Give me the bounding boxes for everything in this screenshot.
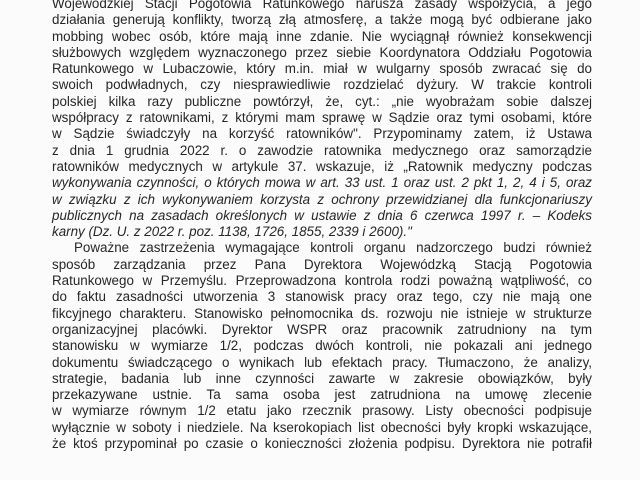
text-line: Poważne zastrzeżenia wymagające kontroli organu nadzorczego budzi również (74, 240, 592, 256)
text-line: ratowników medycznych w artykule 37. wskazuje, iż „Ratownik medyczny podczas (52, 158, 592, 174)
text-line: przekazywane ustnie. Ta sama osoba jest zatrudniona na umowę zlecenie (52, 387, 592, 403)
text-line: organizacyjnej placówki. Dyrektor WSPR oraz pracownik zatrudniony na tym (52, 321, 592, 337)
text-line: mobbing wobec osób, które mają inne zdanie. Nie wyciągnął również konsekwencji (52, 28, 592, 44)
document-body (52, 0, 592, 452)
text-line: Ratunkowego w Przemyślu. Przeprowadzona kontrola rodzi poważną wątpliwość, co (52, 273, 592, 289)
text-line: Ratunkowego w Lubaczowie, który m.in. miał w wulgarny sposób zwracać się do (52, 61, 592, 77)
text-line: stanowisku w wymiarze 1/2, podczas dwóch kontroli, nie pokazali ani jednego (52, 338, 592, 354)
text-line: do faktu zasadności utworzenia 3 stanowisk pracy oraz tego, czy nie mają one (52, 289, 592, 305)
text-line: sposób zarządzania przez Pana Dyrektora Wojewódzką Stacją Pogotowia (52, 256, 592, 272)
text-line: w Sądzie świadczyły na korzyść ratowników". Przypominamy zatem, iż Ustawa (52, 126, 592, 142)
text-line: strategie, badania lub inne czynności zawarte w zakresie obowiązków, były (52, 370, 592, 386)
text-line: karny (Dz. U. z 2022 r. poz. 1138, 1726, 1855, 2339 i 2600)." (52, 224, 412, 240)
text-line: swoich podwładnych, czy niesprawiedliwie rozdzielać dyżury. W trakcie kontroli (52, 77, 592, 93)
text-line: Wojewódzkiej Stacji Pogotowia Ratunkowego narusza zasady współżycia, a jego (52, 0, 592, 11)
text-line: publicznych na zasadach określonych w ustawie z dnia 6 czerwca 1997 r. – Kodeks (52, 207, 592, 223)
text-line: polskiej kilka razy publiczne powtórzył, że, cyt.: „nie wyobrażam sobie dalszej (52, 93, 592, 109)
text-line: wyłącznie w soboty i niedziele. Na kserokopiach list obecności były kropki wskazujące, (52, 419, 592, 435)
text-line: współpracy z ratownikami, z którymi mam sprawę w Sądzie oraz tymi osobami, które (52, 110, 592, 126)
text-line: wykonywania czynności, o których mowa w art. 33 ust. 1 oraz ust. 2 pkt 1, 2, 4 i 5, oraz (52, 175, 592, 191)
text-line: w wymiarze równym 1/2 etatu jako rzecznik prasowy. Listy obecności podpisuje (52, 403, 592, 419)
text-line: w związku z ich wykonywaniem korzysta z ochrony przewidzianej dla funkcjonariuszy (52, 191, 592, 207)
text-line: z dnia 1 grudnia 2022 r. o zawodzie ratownika medycznego oraz samorządzie (52, 142, 592, 158)
text-line: dokumentu świadczącego o wynikach lub efektach pracy. Tłumaczono, że analizy, (52, 354, 592, 370)
text-line: fikcyjnego charakteru. Stanowisko pełnomocnika ds. rozwoju nie istnieje w strukturze (52, 305, 592, 321)
text-line: służbowych względem wyznaczonego przez siebie Koordynatora Oddziału Pogotowia (52, 44, 592, 60)
text-line: działania generują konflikty, tworzą złą atmosferę, a także mogą być odbierane jako (52, 12, 592, 28)
text-line: że ktoś przypominał po czasie o konieczności złożenia podpisu. Dyrektora nie potrafił (52, 436, 592, 452)
